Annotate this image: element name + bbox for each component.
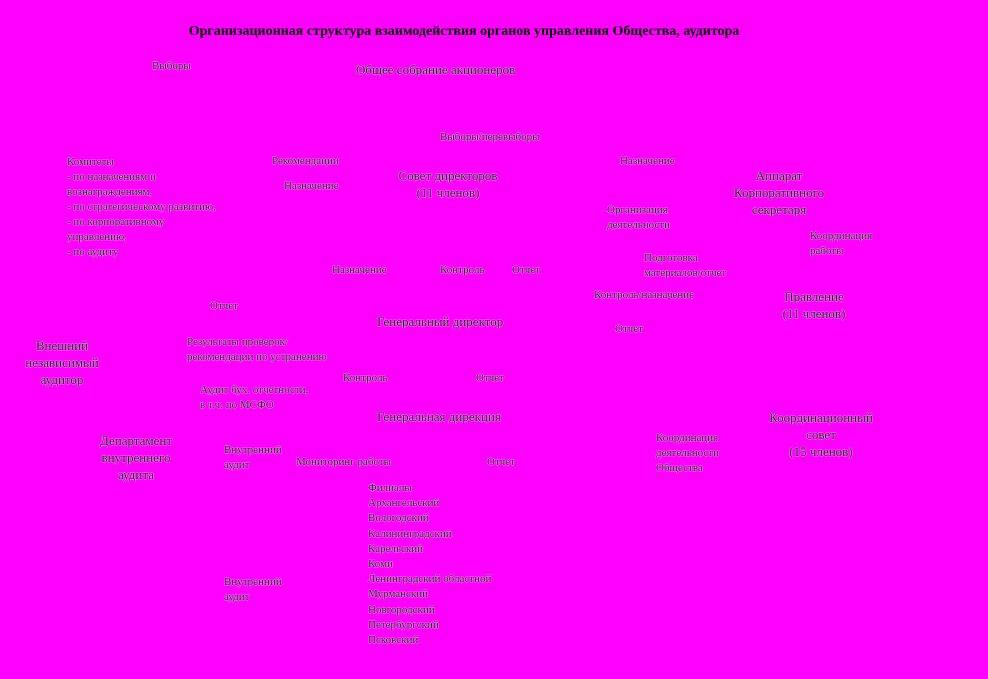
internal-audit-dept-line-3: аудита bbox=[118, 467, 154, 482]
committees-line-4: - по стратегическому развитию, bbox=[67, 201, 216, 213]
report-label-3: Отчет bbox=[615, 323, 643, 335]
report-label-2: Отчет bbox=[210, 300, 238, 312]
internal-audit-label-1 bbox=[224, 443, 282, 473]
audit-results-line-1: Результаты проверок/ bbox=[187, 336, 288, 348]
report-label-1: Отчет bbox=[512, 264, 540, 276]
branch-item: Ленинградский областной bbox=[368, 573, 492, 586]
branch-item: Коми bbox=[368, 558, 393, 571]
control-label-1: Контроль bbox=[440, 264, 485, 276]
external-auditor-line-3: аудитор bbox=[40, 372, 84, 387]
committees-line-6: управлению, bbox=[67, 231, 127, 243]
appointment-label-3: Назначение bbox=[332, 264, 387, 276]
branches-list bbox=[368, 481, 491, 648]
preparation-materials-label bbox=[644, 251, 726, 281]
board-name: Совет директоров bbox=[398, 168, 498, 183]
branch-item: Новгородский bbox=[368, 603, 435, 616]
audit-results-line-2: рекомендации по устранению bbox=[187, 351, 327, 363]
internal-audit-label-2 bbox=[224, 575, 282, 605]
audit-statements-label bbox=[200, 383, 308, 413]
coordination-work-line-2: работы bbox=[810, 245, 844, 257]
board-members: (11 членов) bbox=[416, 185, 480, 200]
coordination-council-line-3: (15 членов) bbox=[789, 444, 853, 459]
internal-audit-dept-line-1: Департамент bbox=[99, 433, 173, 448]
audit-statements-line-2: в т.ч. по МСФО bbox=[200, 399, 274, 411]
monitoring-label: Мониторинг работы bbox=[296, 456, 392, 468]
general-directorate-box: Генеральная дирекция bbox=[377, 409, 501, 424]
coordination-work-line-1: Координация bbox=[810, 230, 873, 242]
elections-label: Выборы bbox=[152, 60, 191, 72]
committees-line-2: - по назначениям и bbox=[67, 171, 156, 183]
management-board-box bbox=[768, 288, 860, 322]
coordination-council-box bbox=[756, 409, 886, 460]
control-label-2: Контроль bbox=[343, 372, 388, 384]
preparation-materials-line-2: материалов/отчет bbox=[644, 267, 727, 279]
internal-audit-dept-line-2: внутреннего bbox=[101, 450, 171, 465]
preparation-materials-line-1: Подготовка bbox=[644, 252, 698, 264]
organization-activity-line-1: Организация bbox=[607, 204, 668, 216]
elections-reelections-label: Выборы/перевыборы bbox=[440, 131, 540, 143]
internal-audit-1-line-1: Внутренний bbox=[224, 444, 282, 456]
shareholders-meeting-box: Общее собрание акционеров bbox=[356, 62, 516, 77]
appointment-label-2: Назначение bbox=[620, 155, 675, 167]
coordination-society-line-1: Координация bbox=[656, 432, 719, 444]
coordination-society-line-2: деятельности bbox=[656, 447, 719, 459]
internal-audit-2-line-2: аудит bbox=[224, 591, 250, 603]
external-auditor-line-2: независимый bbox=[25, 355, 99, 370]
apparatus-line-2: Корпоративного bbox=[733, 185, 825, 200]
report-label-4: Отчет bbox=[476, 372, 504, 384]
coordination-society-line-3: Общества bbox=[656, 462, 703, 474]
external-auditor-line-1: Внешний bbox=[35, 338, 89, 353]
control-appointment-label: Контроль/назначение bbox=[594, 289, 695, 301]
audit-statements-line-1: Аудит бух. отчетности, bbox=[200, 384, 309, 396]
appointment-label-1: Назначение bbox=[284, 180, 339, 192]
corporate-secretary-box bbox=[720, 167, 838, 218]
committees-line-3: вознаграждениям, bbox=[67, 186, 153, 198]
branch-item: Вологодский bbox=[368, 512, 429, 525]
organization-activity-line-2: деятельности bbox=[607, 219, 670, 231]
apparatus-line-3: секретаря bbox=[751, 202, 807, 217]
coordination-council-line-2: совет bbox=[806, 427, 836, 442]
branch-item: Петербургский bbox=[368, 618, 439, 631]
committees-label bbox=[67, 155, 216, 260]
internal-audit-department-box bbox=[88, 432, 184, 483]
report-label-5: Отчет bbox=[487, 456, 515, 468]
apparatus-line-1: Аппарат bbox=[755, 168, 803, 183]
page-title: Организационная структура взаимодействия органов управления Общества, аудитора bbox=[188, 24, 740, 39]
coordination-work-label bbox=[810, 229, 872, 259]
branch-item: Карельский bbox=[368, 542, 423, 555]
organization-activity-label bbox=[607, 203, 670, 233]
management-board-members: (11 членов) bbox=[782, 306, 846, 321]
branch-item: Архангельский bbox=[368, 497, 440, 510]
management-board-name: Правление bbox=[784, 289, 844, 304]
coordination-society-label bbox=[656, 431, 719, 476]
ceo-box: Генеральный директор bbox=[377, 314, 504, 329]
branches-title: Филиалы bbox=[368, 482, 412, 494]
branch-item: Псковский bbox=[368, 634, 419, 647]
board-of-directors-box bbox=[388, 167, 508, 201]
external-auditor-box bbox=[14, 337, 110, 388]
internal-audit-1-line-2: аудит bbox=[224, 459, 250, 471]
internal-audit-2-line-1: Внутренний bbox=[224, 576, 282, 588]
committees-line-7: - по аудиту bbox=[67, 246, 119, 258]
branch-item: Мурманский bbox=[368, 588, 428, 601]
coordination-council-line-1: Координационный bbox=[769, 410, 873, 425]
branch-item: Калининградский bbox=[368, 527, 452, 540]
audit-results-label bbox=[187, 335, 327, 365]
committees-line-5: - по корпоративному bbox=[67, 216, 165, 228]
committees-line-1: Комитеты bbox=[67, 156, 114, 168]
recommendations-label: Рекомендации bbox=[272, 155, 339, 167]
